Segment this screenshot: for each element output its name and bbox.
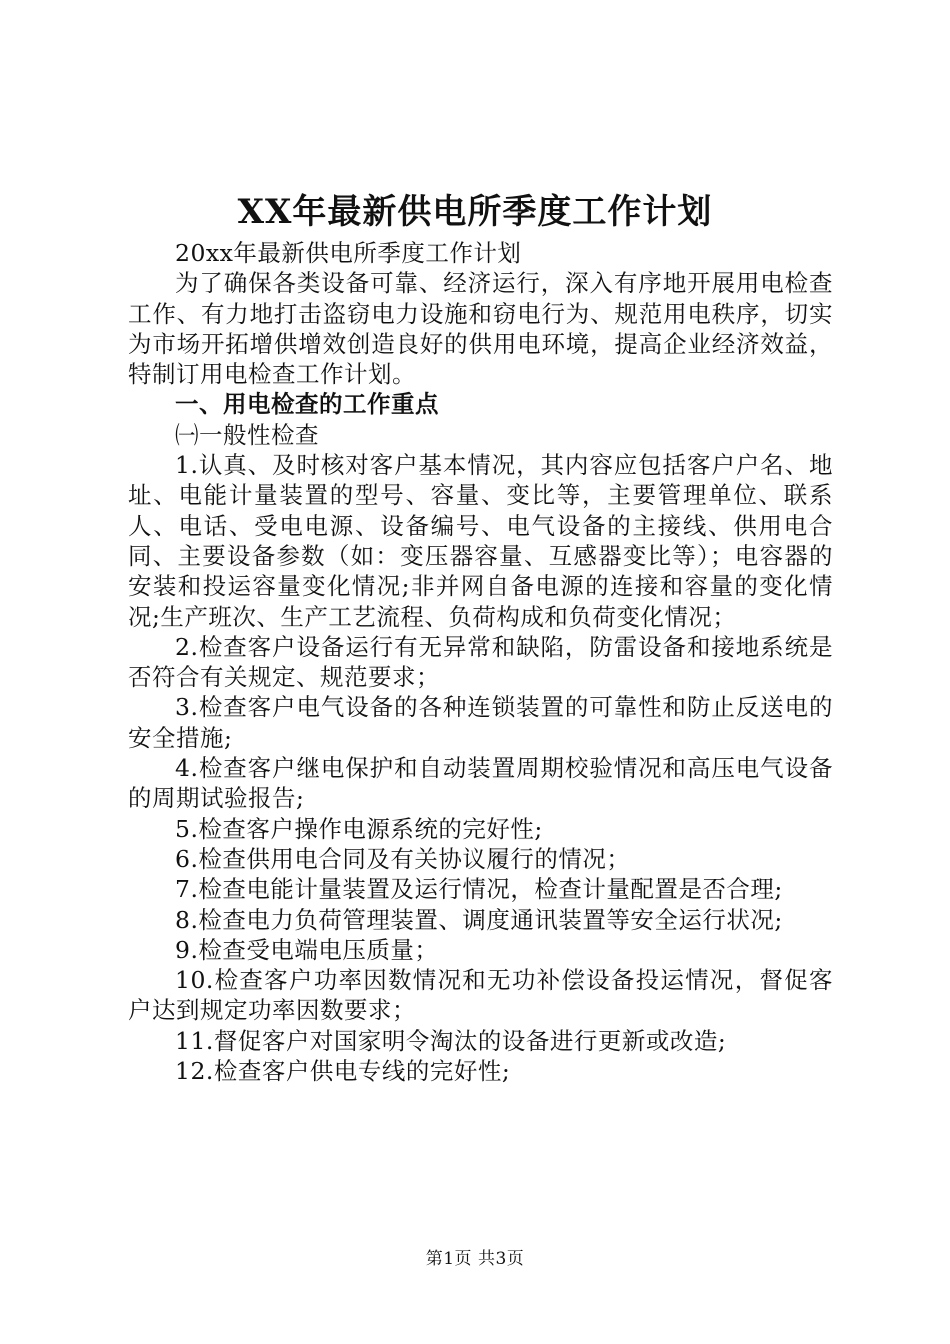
section-heading: 一、用电检查的工作重点 — [175, 390, 439, 419]
subsection-heading: ㈠一般性检查 — [175, 420, 319, 449]
list-item: 2.检查客户设备运行有无异常和缺陷，防雷设备和接地系统是否符合有关规定、规范要求； — [128, 632, 833, 692]
list-item: 11.督促客户对国家明令淘汰的设备进行更新或改造; — [175, 1026, 727, 1055]
paragraph-intro: 为了确保各类设备可靠、经济运行，深入有序地开展用电检查工作、有力地打击盗窃电力设施和窃电行为、规范用电秩序，切实为市场开拓增供增效创造良好的供用电环境，提高企业经济效益，特制订用电检查工作计划。 — [128, 269, 833, 389]
list-item: 8.检查电力负荷管理装置、调度通讯装置等安全运行状况; — [175, 905, 783, 934]
list-item: 4.检查客户继电保护和自动装置周期校验情况和高压电气设备的周期试验报告; — [128, 754, 833, 813]
list-item: 7.检查电能计量装置及运行情况，检查计量配置是否合理; — [175, 875, 783, 904]
list-item: 1.认真、及时核对客户基本情况，其内容应包括客户户名、地址、电能计量装置的型号、容量、变比等，主要管理单位、联系人、电话、受电电源、设备编号、电气设备的主接线、供用电合同、主要设备参数（如：变压器容量、互感器变比等）；电容器的安装和投运容量变化情况;非并网自备电源的连接和容量的变化情况;生产班次、生产工艺流程、负荷构成和负荷变化情况； — [128, 451, 833, 631]
list-item: 10.检查客户功率因数情况和无功补偿设备投运情况，督促客户达到规定功率因数要求； — [128, 966, 833, 1025]
list-item: 9.检查受电端电压质量； — [175, 935, 439, 964]
paragraph-subtitle: 20xx年最新供电所季度工作计划 — [175, 239, 522, 267]
document-body — [128, 238, 833, 1086]
document-title: XX年最新供电所季度工作计划 — [237, 192, 713, 232]
list-item: 5.检查客户操作电源系统的完好性; — [175, 814, 543, 843]
list-item: 3.检查客户电气设备的各种连锁装置的可靠性和防止反送电的安全措施; — [128, 693, 833, 752]
list-item: 6.检查供用电合同及有关协议履行的情况； — [175, 844, 631, 873]
page-footer: 第1页 共3页 — [425, 1249, 525, 1269]
list-item: 12.检查客户供电专线的完好性; — [175, 1057, 511, 1086]
